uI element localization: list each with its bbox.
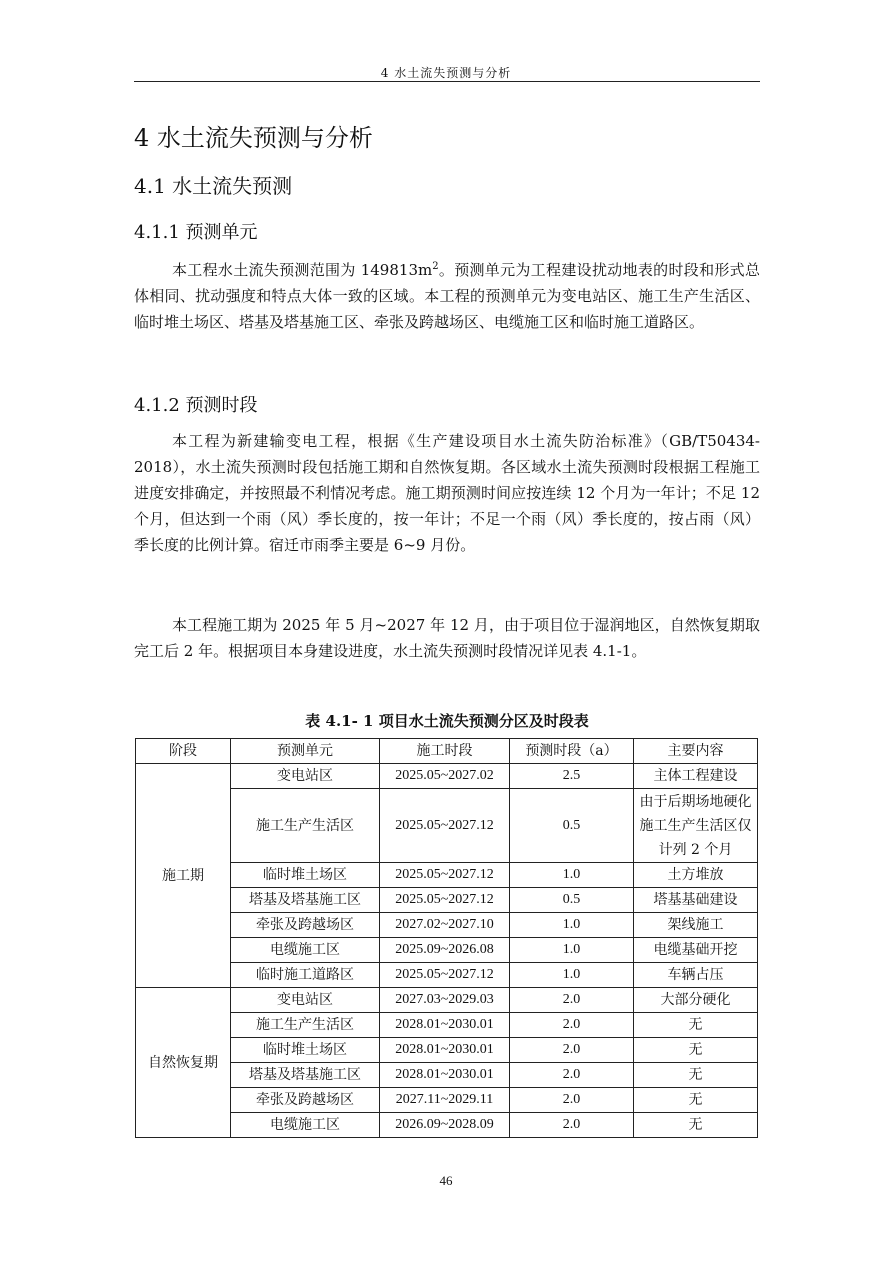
unit-cell: 临时堆土场区 [231,863,380,888]
paragraph-units-text-a: 本工程水土流失预测范围为 149813m [172,261,433,279]
period-cell: 2025.05~2027.12 [380,863,510,888]
unit-cell: 临时堆土场区 [231,1038,380,1063]
period-cell: 2028.01~2030.01 [380,1063,510,1088]
unit-cell: 牵张及跨越场区 [231,1088,380,1113]
period-cell: 2027.11~2029.11 [380,1088,510,1113]
unit-cell: 变电站区 [231,764,380,789]
unit-cell: 施工生产生活区 [231,789,380,863]
years-cell: 0.5 [510,888,634,913]
page-number: 46 [439,1173,453,1188]
content-cell: 无 [634,1038,758,1063]
content-cell: 大部分硬化 [634,988,758,1013]
period-cell: 2025.05~2027.12 [380,888,510,913]
years-cell: 1.0 [510,963,634,988]
stage-cell-recovery: 自然恢复期 [136,988,231,1138]
content-cell: 塔基基础建设 [634,888,758,913]
paragraph-units [134,257,760,335]
period-cell: 2027.02~2027.10 [380,913,510,938]
years-cell: 2.0 [510,1113,634,1138]
period-cell: 2025.05~2027.12 [380,789,510,863]
unit-cell: 塔基及塔基施工区 [231,1063,380,1088]
unit-cell: 电缆施工区 [231,938,380,963]
content-cell: 主体工程建设 [634,764,758,789]
header-cell-stage: 阶段 [136,739,231,764]
unit-cell: 临时施工道路区 [231,963,380,988]
section-title: 4.1 水土流失预测 [134,174,293,198]
paragraph-units-text-b: 。预测单元为工程建设扰动地表的时段和形式总体相同、扰动强度和特点大体一致的区域。本工程的预测单元为变电站区、施工生产生活区、临时堆土场区、塔基及塔基施工区、牵张及跨越场区、电缆施工区和临时施工道路区。 [134,261,760,331]
running-header: 4 水土流失预测与分析 [380,66,512,80]
years-cell: 2.0 [510,988,634,1013]
table-row [136,764,758,789]
subsection-title-periods: 4.1.2 预测时段 [134,395,258,416]
years-cell: 1.0 [510,913,634,938]
period-cell: 2028.01~2030.01 [380,1038,510,1063]
years-cell: 2.0 [510,1088,634,1113]
table-row [136,988,758,1013]
unit-cell: 塔基及塔基施工区 [231,888,380,913]
superscript-two: 2 [432,261,439,272]
years-cell: 2.0 [510,1063,634,1088]
content-cell: 由于后期场地硬化施工生产生活区仅计列 2 个月 [634,789,758,863]
period-cell: 2026.09~2028.09 [380,1113,510,1138]
years-cell: 2.5 [510,764,634,789]
chapter-title: 4 水土流失预测与分析 [134,124,373,152]
header-cell-content: 主要内容 [634,739,758,764]
content-cell: 无 [634,1113,758,1138]
unit-cell: 变电站区 [231,988,380,1013]
years-cell: 1.0 [510,938,634,963]
period-cell: 2027.03~2029.03 [380,988,510,1013]
years-cell: 1.0 [510,863,634,888]
paragraph-construction-period: 本工程施工期为 2025 年 5 月~2027 年 12 月，由于项目位于湿润地区，自然恢复期取完工后 2 年。根据项目本身建设进度，水土流失预测时段情况详见表 4.1-1。 [134,616,760,660]
unit-cell: 施工生产生活区 [231,1013,380,1038]
header-divider [134,81,760,82]
content-cell: 架线施工 [634,913,758,938]
table-caption: 表 4.1- 1 项目水土流失预测分区及时段表 [305,712,589,730]
content-cell: 土方堆放 [634,863,758,888]
content-cell: 无 [634,1088,758,1113]
table-header-row [136,739,758,764]
unit-cell: 牵张及跨越场区 [231,913,380,938]
unit-cell: 电缆施工区 [231,1113,380,1138]
content-cell: 无 [634,1013,758,1038]
header-cell-period: 施工时段 [380,739,510,764]
stage-cell-construction: 施工期 [136,764,231,988]
period-cell: 2028.01~2030.01 [380,1013,510,1038]
prediction-period-table [135,738,758,1138]
period-cell: 2025.05~2027.12 [380,963,510,988]
years-cell: 2.0 [510,1013,634,1038]
content-cell: 车辆占压 [634,963,758,988]
paragraph-periods: 本工程为新建输变电工程，根据《生产建设项目水土流失防治标准》（GB/T50434-2018），水土流失预测时段包括施工期和自然恢复期。各区域水土流失预测时段根据工程施工进度安排确定，并按照最不利情况考虑。施工期预测时间应按连续 12 个月为一年计；不足 12 个月，但达到一个雨（风）季长度的，按一年计；不足一个雨（风）季长度的，按占雨（风）季长度的比例计算。宿迁市雨季主要是 6~9 月份。 [134,432,760,554]
header-cell-years: 预测时段（a） [510,739,634,764]
subsection-title-units: 4.1.1 预测单元 [134,222,258,243]
years-cell: 2.0 [510,1038,634,1063]
header-cell-unit: 预测单元 [231,739,380,764]
period-cell: 2025.05~2027.02 [380,764,510,789]
years-cell: 0.5 [510,789,634,863]
content-cell: 无 [634,1063,758,1088]
content-cell: 电缆基础开挖 [634,938,758,963]
period-cell: 2025.09~2026.08 [380,938,510,963]
